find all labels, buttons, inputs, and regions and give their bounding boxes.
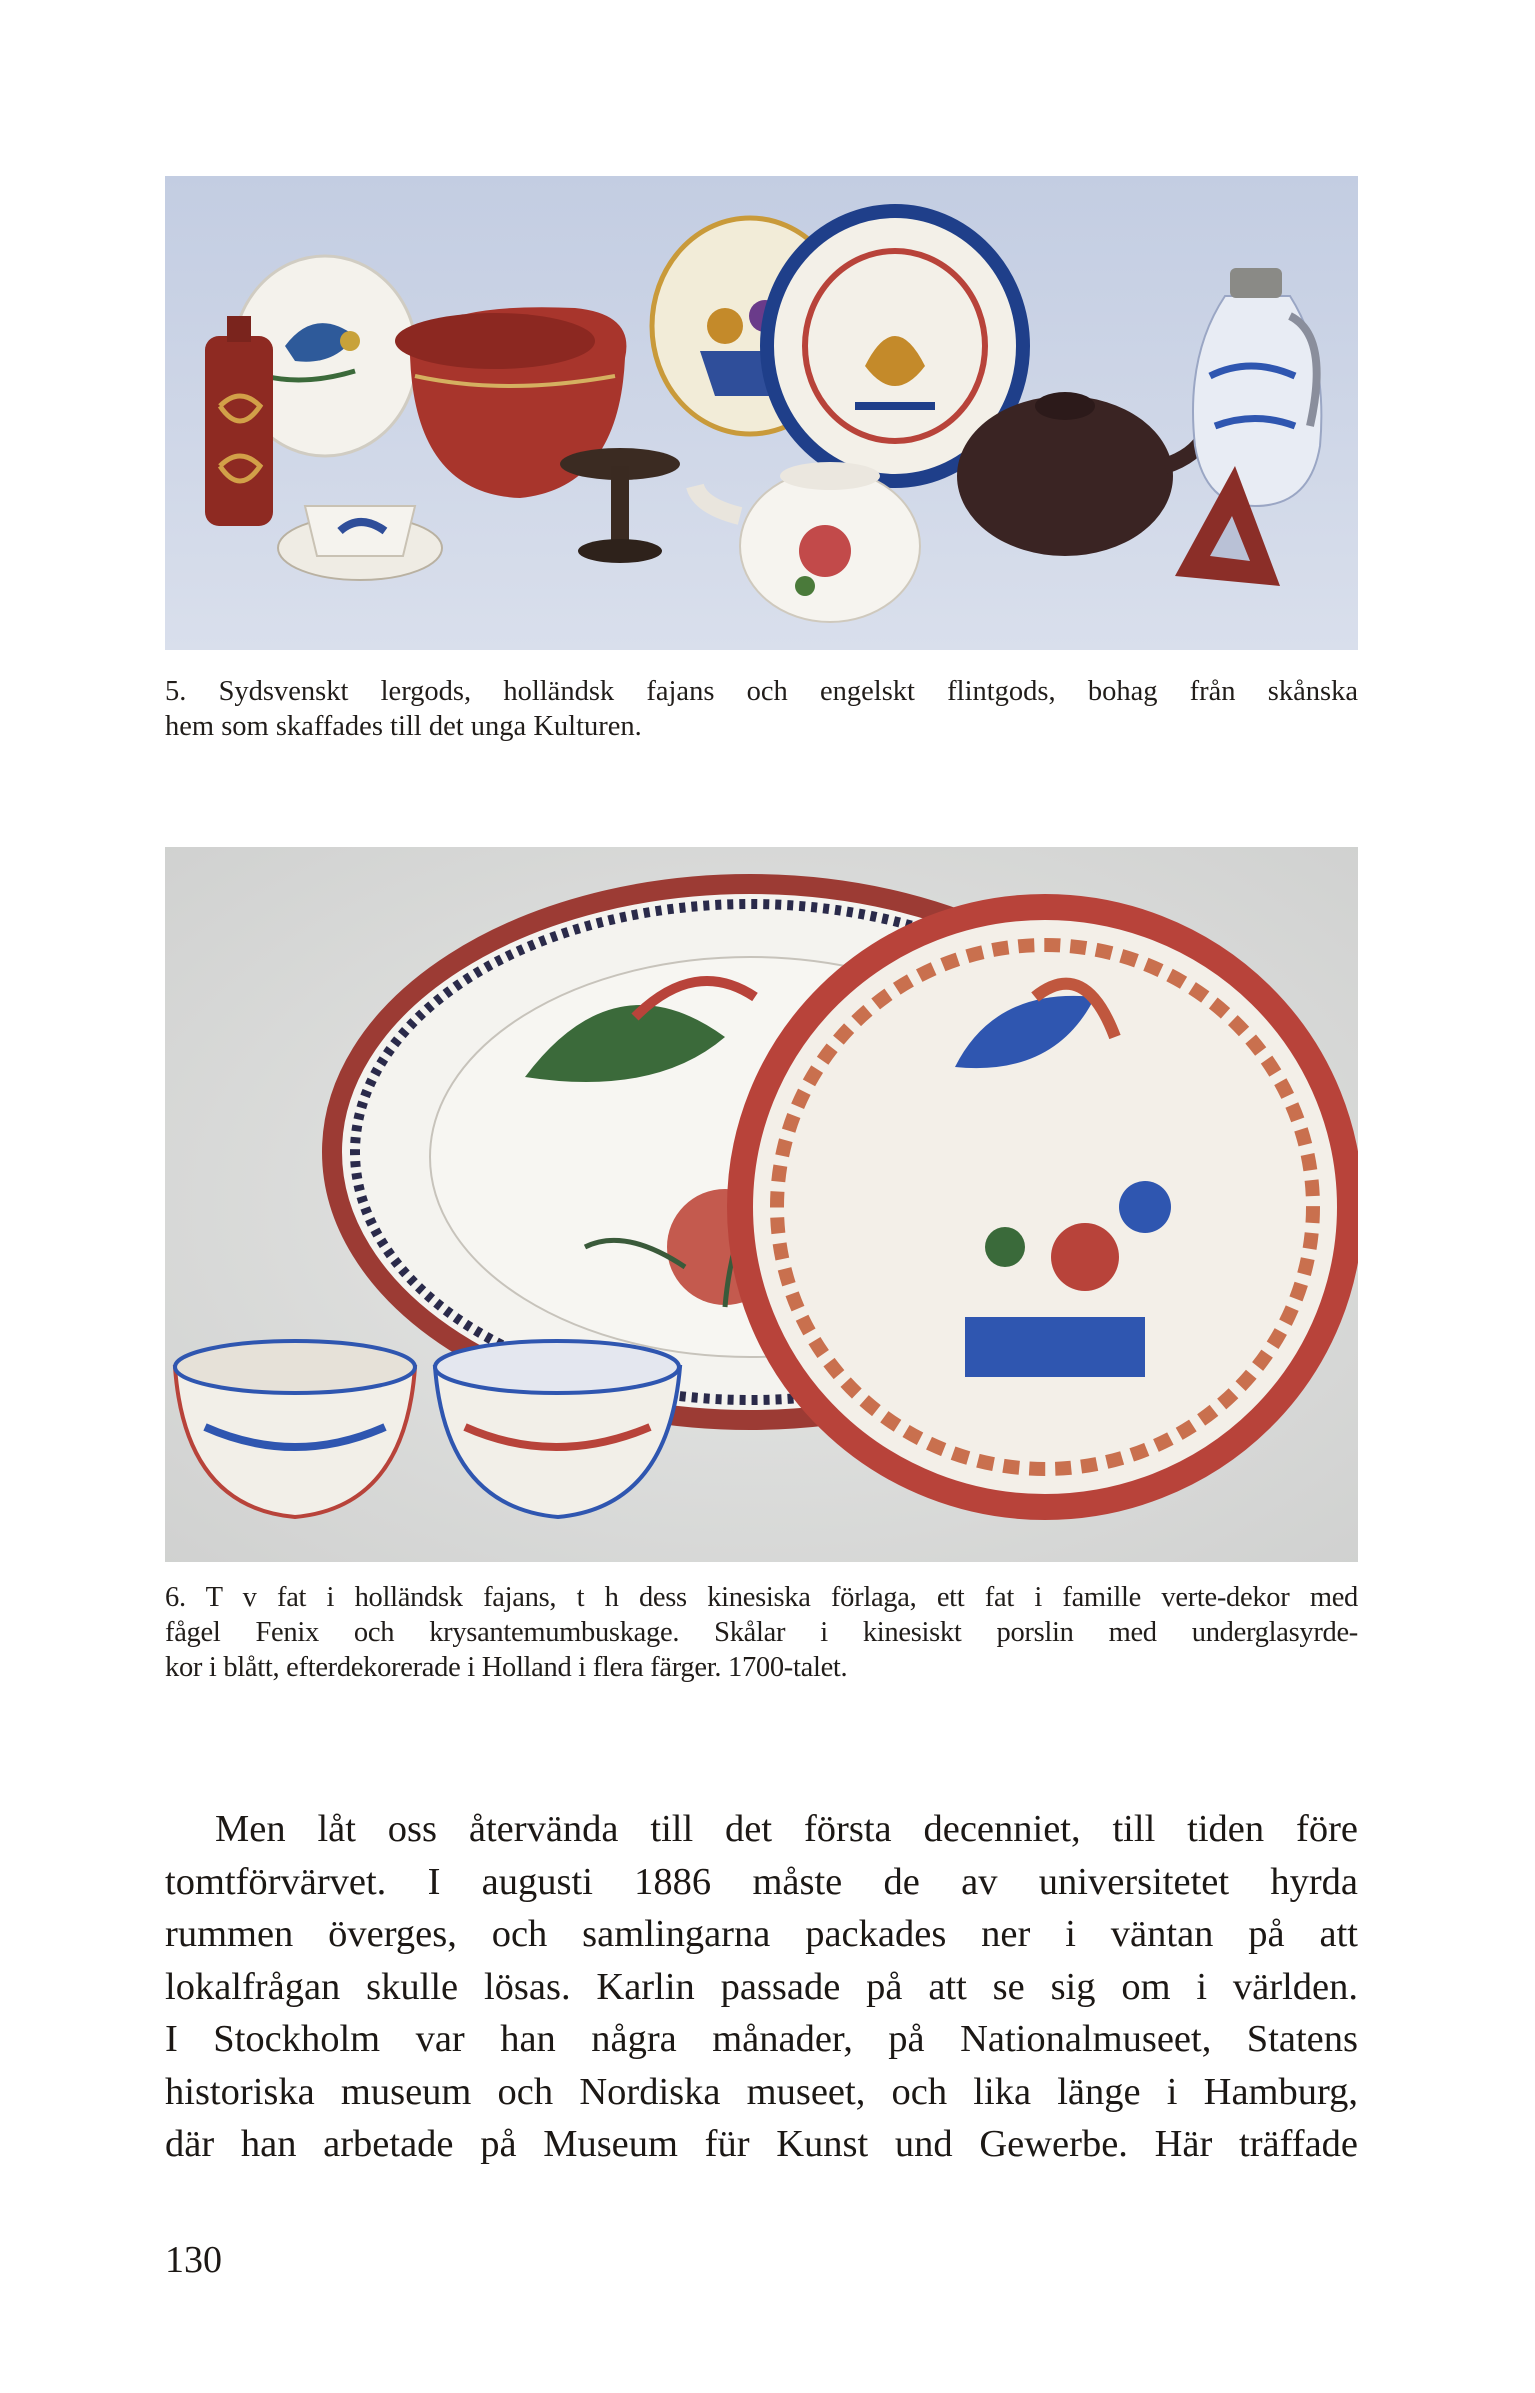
caption-line: 6. T v fat i holländsk fajans, t h dess kinesiska förlaga, ett fat i famille verte-dekor med [165,1582,1358,1613]
caption-line: 5. Sydsvenskt lergods, holländsk fajans och engelskt flintgods, bohag från skånska [165,676,1358,707]
caption-line: hem som skaffades till det unga Kulturen. [165,711,642,742]
page-number: 130 [165,2239,222,2281]
caption-line: fågel Fenix och krysantemumbuskage. Skålar i kinesiskt porslin med underglasyrde- [165,1617,1358,1648]
body-line: Men låt oss återvända till det första decenniet, till tiden före [215,1808,1358,1850]
body-line: rummen överges, och samlingarna packades ner i väntan på att [165,1913,1358,1955]
photo-faience-dishes [165,847,1358,1562]
caption-line: kor i blått, efterdekorerade i Holland i flera färger. 1700-talet. [165,1652,848,1683]
figure-caption-6 [165,1580,1358,1685]
body-line: lokalfrågan skulle lösas. Karlin passade på att se sig om i världen. [165,1965,1358,2008]
figure-caption-5 [165,674,1358,744]
body-line: historiska museum och Nordiska museet, och lika länge i Hamburg, [165,2070,1358,2113]
photo-ceramics-collection [165,176,1358,650]
body-line: I Stockholm var han några månader, på Nationalmuseet, Statens [165,2018,1358,2060]
body-line: tomtförvärvet. I augusti 1886 måste de av universitetet hyrda [165,1860,1358,1903]
body-line: där han arbetade på Museum für Kunst und Gewerbe. Här träffade [165,2123,1358,2165]
body-paragraph [165,1803,1358,2171]
